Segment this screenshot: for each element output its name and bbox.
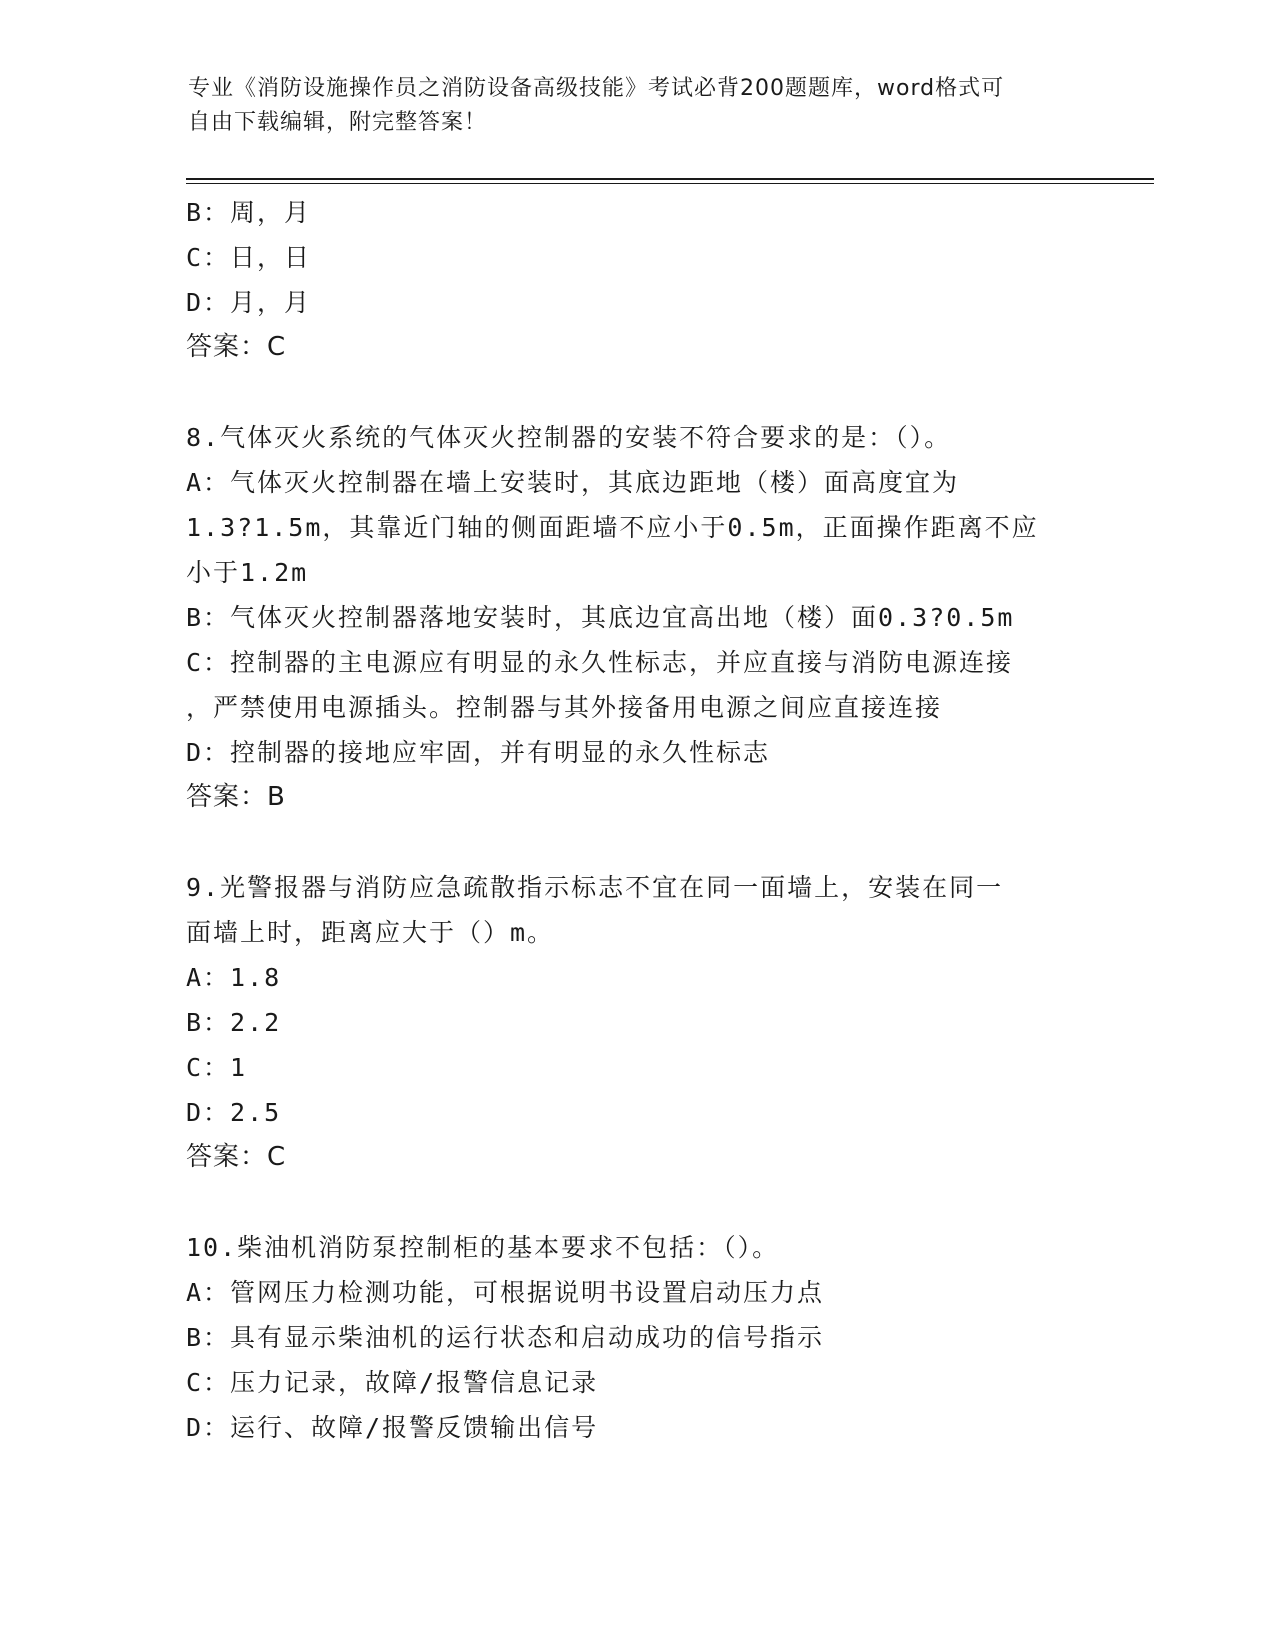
option-a: A：管网压力检测功能，可根据说明书设置启动压力点	[186, 1278, 825, 1307]
question-9-block	[186, 865, 1086, 1180]
header-title-line-1: 专业《消防设施操作员之消防设备高级技能》考试必背200题题库，word格式可	[188, 76, 1005, 101]
option-c-line-2: ，严禁使用电源插头。控制器与其外接备用电源之间应直接连接	[186, 693, 943, 722]
option-b: B：气体灭火控制器落地安装时，其底边宜高出地（楼）面0.3?0.5m	[186, 603, 1015, 632]
question-stem: 8.气体灭火系统的气体灭火控制器的安装不符合要求的是：（）。	[186, 423, 952, 452]
option-b: B：2.2	[186, 1008, 282, 1037]
answer-line: 答案：C	[186, 332, 287, 362]
option-c: C：1	[186, 1053, 248, 1082]
question-stem-line-2: 面墙上时，距离应大于（）m。	[186, 918, 555, 947]
option-c: C：压力记录，故障/报警信息记录	[186, 1368, 599, 1397]
header-divider-thick	[186, 178, 1154, 180]
answer-line: 答案：B	[186, 782, 286, 812]
question-stem-line-1: 9.光警报器与消防应急疏散指示标志不宜在同一面墙上，安装在同一	[186, 873, 1004, 902]
spacer	[186, 370, 1086, 415]
option-d: D：控制器的接地应牢固，并有明显的永久性标志	[186, 738, 771, 767]
question-stem: 10.柴油机消防泵控制柜的基本要求不包括：（）。	[186, 1233, 780, 1262]
option-d: D：月，月	[186, 288, 312, 317]
question-10-block	[186, 1225, 1086, 1450]
document-header	[188, 72, 1068, 140]
option-a-line-2: 1.3?1.5m，其靠近门轴的侧面距墙不应小于0.5m，正面操作距离不应	[186, 513, 1039, 542]
header-title-line-2: 自由下载编辑，附完整答案！	[188, 110, 488, 135]
option-a-line-1: A：气体灭火控制器在墙上安装时，其底边距地（楼）面高度宜为	[186, 468, 960, 497]
question-content	[186, 190, 1086, 1450]
option-b: B：具有显示柴油机的运行状态和启动成功的信号指示	[186, 1323, 825, 1352]
answer-line: 答案：C	[186, 1142, 287, 1172]
question-8-block	[186, 415, 1086, 820]
previous-question-block	[186, 190, 1086, 370]
option-d: D：2.5	[186, 1098, 282, 1127]
option-a: A：1.8	[186, 963, 282, 992]
spacer	[186, 820, 1086, 865]
option-d: D：运行、故障/报警反馈输出信号	[186, 1413, 599, 1442]
option-c: C：日，日	[186, 243, 312, 272]
header-divider-thin	[186, 183, 1154, 184]
option-b: B：周，月	[186, 198, 312, 227]
option-a-line-3: 小于1.2m	[186, 558, 309, 587]
option-c-line-1: C：控制器的主电源应有明显的永久性标志，并应直接与消防电源连接	[186, 648, 1014, 677]
spacer	[186, 1180, 1086, 1225]
